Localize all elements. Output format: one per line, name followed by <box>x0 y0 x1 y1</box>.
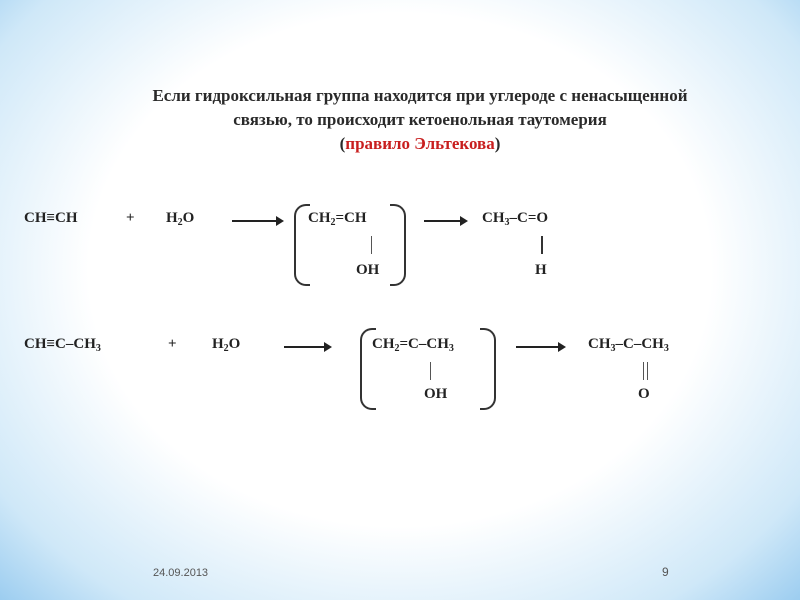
r1-enol-bond <box>371 236 372 254</box>
r2-product-o: O <box>638 386 650 402</box>
r1-enol-oh: OH <box>356 262 380 278</box>
heading-line-2: связью, то происходит кетоенольная таутомерия <box>233 110 607 129</box>
r2-plus: + <box>168 336 177 352</box>
r1-product-bond <box>541 236 543 254</box>
r2-reactant-propyne: $CH\equiv C-CH_3$ <box>24 336 101 354</box>
rule-open-paren: ( <box>339 134 346 153</box>
r1-bracket-right <box>390 204 406 286</box>
heading-rule <box>60 132 780 156</box>
r2-bracket-right <box>480 328 496 410</box>
r2-arrow-1 <box>284 346 330 348</box>
rule-name: правило Эльтекова <box>345 134 495 153</box>
r2-enol: $CH_2=C-CH_3$ <box>372 336 454 354</box>
r2-reactant-water: $H_2O$ <box>212 336 241 354</box>
r1-plus: + <box>126 210 135 226</box>
r2-enol-oh: OH <box>424 386 448 402</box>
heading-line-1: Если гидроксильная группа находится при углероде с ненасыщенной <box>152 86 688 105</box>
r1-product-h: H <box>535 262 547 278</box>
r1-reactant-acetylene: CH≡CH <box>24 210 78 226</box>
r1-arrow-1 <box>232 220 282 222</box>
r1-product: $CH_3-C=O$ <box>482 210 549 228</box>
r2-arrow-2 <box>516 346 564 348</box>
footer-date: 24.09.2013 <box>153 567 209 579</box>
r1-enol: $CH_2=CH$ <box>308 210 367 228</box>
r2-product: $CH_3-C-CH_3$ <box>588 336 669 354</box>
r2-enol-bond <box>430 362 431 380</box>
r1-arrow-2 <box>424 220 466 222</box>
r2-product-double-bond-b <box>647 362 648 380</box>
rule-close-paren: ) <box>494 134 501 153</box>
r2-product-double-bond-a <box>643 362 644 380</box>
footer-page-number: 9 <box>662 565 669 579</box>
slide-heading <box>60 84 780 156</box>
r1-reactant-water: $H_2O$ <box>166 210 195 228</box>
